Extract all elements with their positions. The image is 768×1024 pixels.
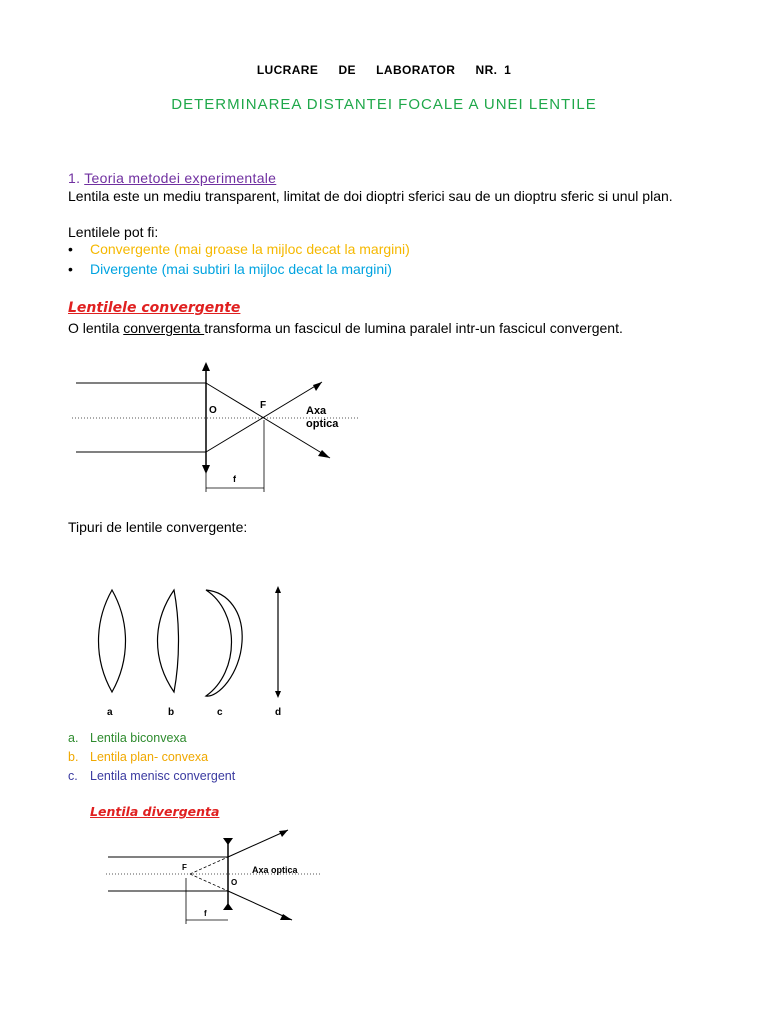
fig-label-b: b xyxy=(168,707,175,718)
divergent-ray-diagram xyxy=(100,828,330,928)
convergent-sentence: O lentila convergenta transforma un fascicul de lumina paralel intr-un fascicul convergent. xyxy=(68,320,623,336)
label-axis-2: optica xyxy=(306,418,339,430)
section-title: Teoria metodei experimentale xyxy=(84,170,277,186)
label-axis-1: Axa xyxy=(306,405,327,417)
lens-definition: Lentila este un mediu transparent, limitat de doi dioptri sferici sau de un dioptru sferic si unul plan. xyxy=(68,188,673,204)
lens-types-title: Tipuri de lentile convergente: xyxy=(68,519,248,535)
lens-biconvex-shape xyxy=(99,590,126,692)
div-label-axis: Axa optica xyxy=(252,865,298,875)
div-label-f: f xyxy=(204,909,207,918)
label-O: O xyxy=(209,405,217,416)
list-item: • Divergente (mai subtiri la mijloc decat la margini) xyxy=(68,260,410,280)
label-F: F xyxy=(260,400,267,411)
lens-types-intro: Lentilele pot fi: xyxy=(68,224,159,240)
div-label-F: F xyxy=(182,863,187,872)
section-number: 1. xyxy=(68,170,81,186)
list-item: • Convergente (mai groase la mijloc decat la margini) xyxy=(68,240,410,260)
convergent-lens-types-figure xyxy=(90,582,320,722)
list-item: a. Lentila biconvexa xyxy=(68,731,187,745)
label-f: f xyxy=(233,474,236,484)
section-heading xyxy=(68,170,276,186)
fig-label-d: d xyxy=(275,707,282,718)
divergent-heading: Lentila divergenta xyxy=(90,804,220,819)
fig-label-c: c xyxy=(217,707,223,718)
list-item: b. Lentila plan- convexa xyxy=(68,750,209,764)
convergent-heading: Lentilele convergente xyxy=(68,300,241,316)
div-label-O: O xyxy=(231,878,238,887)
convergent-types-list xyxy=(68,729,235,786)
convergent-ray-diagram xyxy=(60,358,380,498)
lens-meniscus-shape xyxy=(206,590,242,696)
list-item: c. Lentila menisc convergent xyxy=(68,769,236,783)
fig-label-a: a xyxy=(107,707,113,718)
document-title: LUCRARE DE LABORATOR NR. 1 xyxy=(256,63,512,77)
lens-plano-convex-shape xyxy=(158,590,179,692)
lens-types-list xyxy=(68,240,410,280)
document-subtitle: DETERMINAREA DISTANTEI FOCALE A UNEI LENTILE xyxy=(171,96,597,113)
